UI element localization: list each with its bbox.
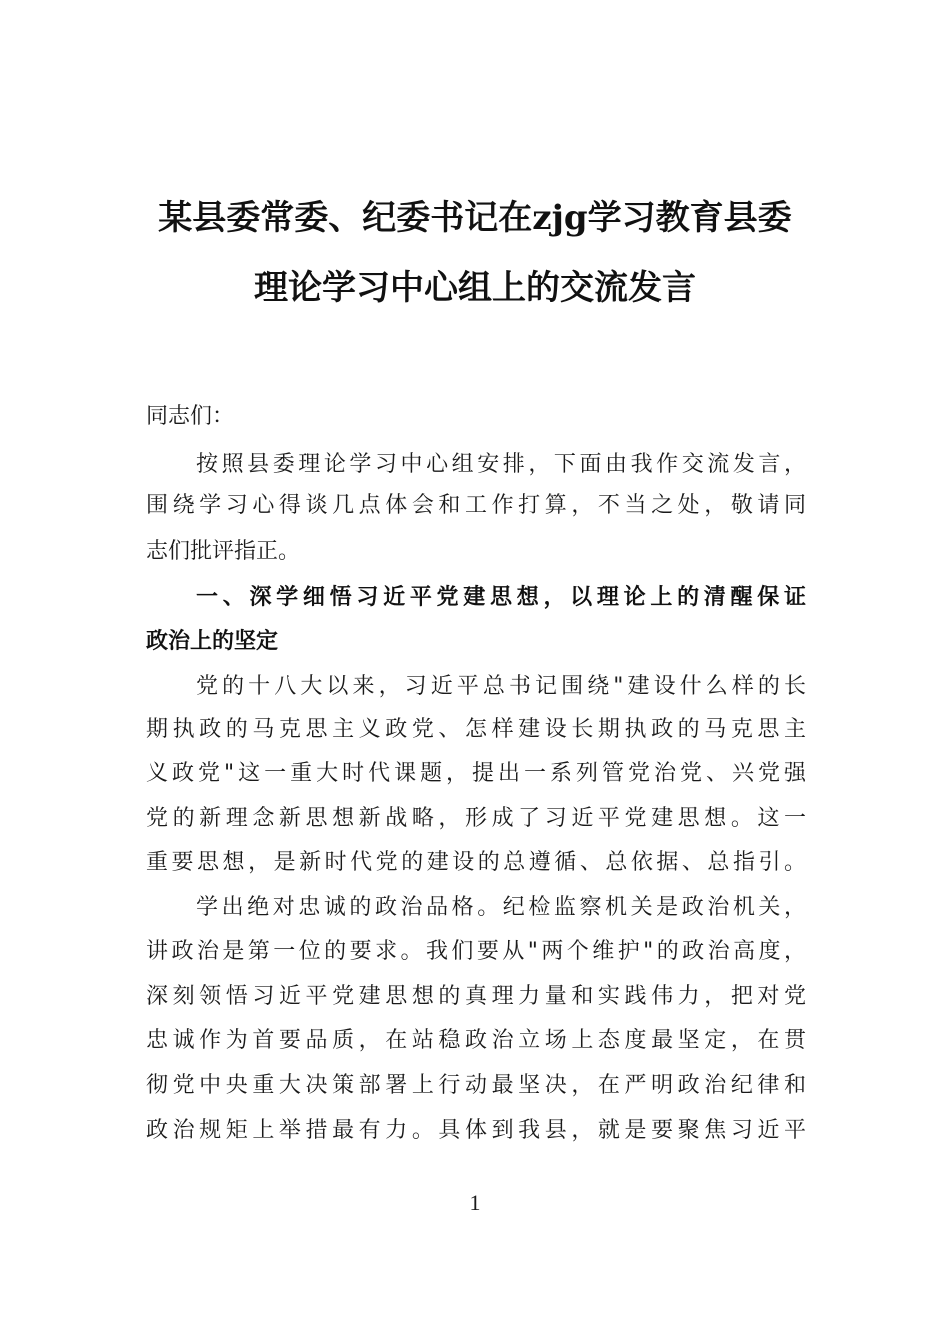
paragraph-line: 讲政治是第一位的要求。我们要从"两个维护"的政治高度， bbox=[146, 939, 806, 964]
paragraph-line: 党的新理念新思想新战略，形成了习近平党建思想。这一 bbox=[146, 806, 806, 831]
section-heading-line: 政治上的坚定 bbox=[146, 629, 279, 654]
intro-line: 按照县委理论学习中心组安排，下面由我作交流发言， bbox=[196, 452, 806, 477]
paragraph-line: 学出绝对忠诚的政治品格。纪检监察机关是政治机关， bbox=[196, 895, 806, 920]
intro-line: 志们批评指正。 bbox=[146, 539, 301, 564]
paragraph-line: 政治规矩上举措最有力。具体到我县，就是要聚焦习近平 bbox=[146, 1118, 806, 1143]
paragraph-line: 彻党中央重大决策部署上行动最坚决，在严明政治纪律和 bbox=[146, 1073, 806, 1098]
paragraph-line: 义政党"这一重大时代课题，提出一系列管党治党、兴党强 bbox=[146, 761, 806, 786]
document-title-line-1: 某县委常委、纪委书记在zjg学习教育县委 bbox=[158, 198, 792, 238]
paragraph-line: 期执政的马克思主义政党、怎样建设长期执政的马克思主 bbox=[146, 717, 806, 742]
intro-line: 围绕学习心得谈几点体会和工作打算，不当之处，敬请同 bbox=[146, 493, 806, 518]
paragraph-line: 重要思想，是新时代党的建设的总遵循、总依据、总指引。 bbox=[146, 850, 806, 875]
page-number: 1 bbox=[469, 1190, 481, 1215]
paragraph-line: 忠诚作为首要品质，在站稳政治立场上态度最坚定，在贯 bbox=[146, 1028, 806, 1053]
document-title-line-2: 理论学习中心组上的交流发言 bbox=[254, 268, 696, 308]
paragraph-line: 深刻领悟习近平党建思想的真理力量和实践伟力，把对党 bbox=[146, 984, 806, 1009]
paragraph-line: 党的十八大以来，习近平总书记围绕"建设什么样的长 bbox=[196, 674, 806, 699]
salutation: 同志们： bbox=[146, 404, 235, 429]
section-heading-line: 一、深学细悟习近平党建思想，以理论上的清醒保证 bbox=[196, 585, 806, 610]
